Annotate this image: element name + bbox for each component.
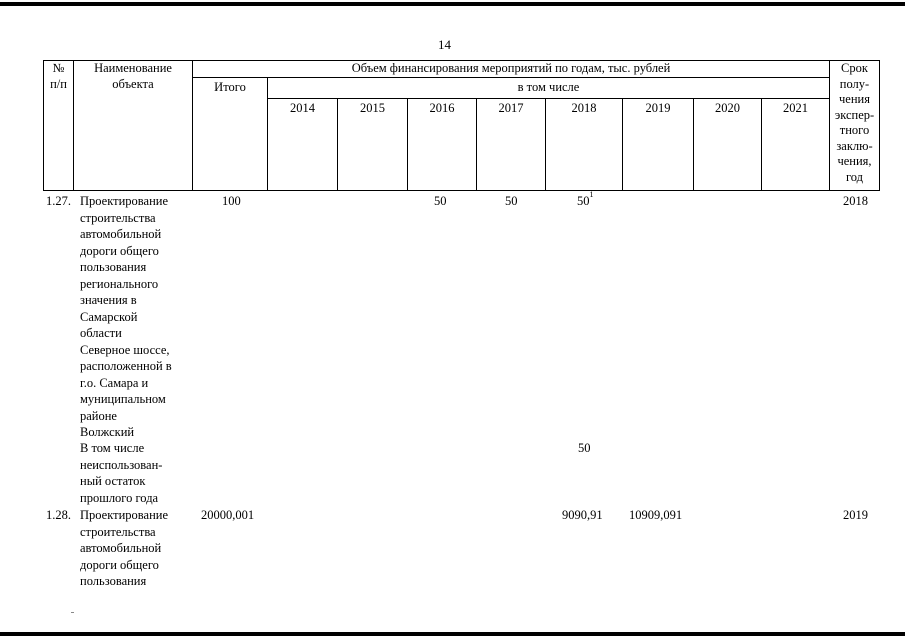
header-year: 2016 xyxy=(408,99,477,191)
value-2019: 10909,091 xyxy=(629,508,683,522)
header-year: 2014 xyxy=(268,99,338,191)
header-total: Итого xyxy=(193,78,268,191)
value-2017: 50 xyxy=(505,194,518,208)
header-incl: в том числе xyxy=(268,78,830,99)
top-border-line xyxy=(0,2,905,6)
value-2018: 50 xyxy=(578,441,591,455)
header-year: 2019 xyxy=(623,99,694,191)
term-year: 2019 xyxy=(843,508,868,522)
bottom-border-line xyxy=(0,632,905,636)
value-2018 xyxy=(577,190,594,210)
header-year: 2021 xyxy=(762,99,830,191)
header-year: 2017 xyxy=(477,99,546,191)
object-name: Проектирование строительства автомобильной дороги общего пользования регионального значения в Самарской области Северное шоссе, расположенной в г.о. Самара и муниципальном районе Волжский xyxy=(80,194,172,439)
header-year: 2020 xyxy=(694,99,762,191)
page-number: 14 xyxy=(438,37,451,52)
value-2018-number: 50 xyxy=(577,194,590,208)
object-name: Проектирование строительства автомобильной дороги общего пользования xyxy=(80,508,169,588)
footnote-mark: 1 xyxy=(589,190,594,199)
total-value: 20000,001 xyxy=(201,508,255,522)
table-header xyxy=(43,60,880,191)
header-year: 2018 xyxy=(546,99,623,191)
value-2016: 50 xyxy=(434,194,447,208)
header-funding: Объем финансирования мероприятий по годам, тыс. рублей xyxy=(193,61,830,78)
row-number: 1.28. xyxy=(46,508,71,522)
total-value: 100 xyxy=(222,194,241,208)
term-year: 2018 xyxy=(843,194,868,208)
object-name-subrow: В том числе неиспользован- ный остаток прошлого года xyxy=(80,441,163,505)
value-2018: 9090,91 xyxy=(562,508,603,522)
header-num: № п/п xyxy=(44,61,74,191)
row-number: 1.27. xyxy=(46,194,71,208)
scan-speck xyxy=(71,612,74,613)
header-year: 2015 xyxy=(338,99,408,191)
header-name: Наименование объекта xyxy=(74,61,193,191)
header-term: Срок полу- чения экспер- тного заклю- чения, год xyxy=(830,61,880,191)
